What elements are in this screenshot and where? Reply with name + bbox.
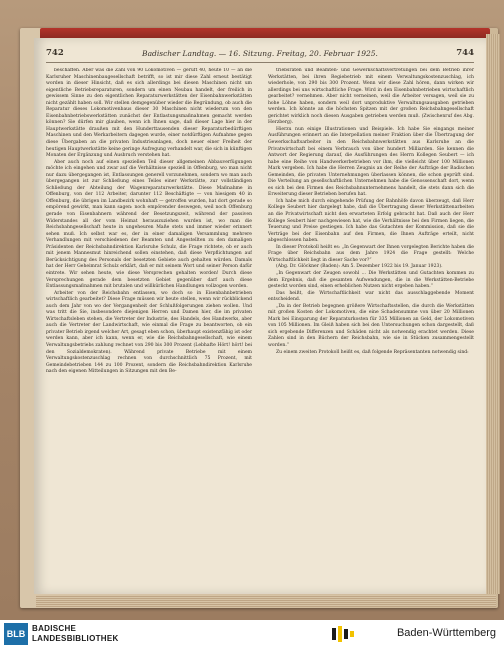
paragraph: „Da in der Betrieb begegnen größere Wirtschaftsstellen, die durch die Werkstätten mit großen Kosten der Lokomotiven, die eine Schadensumme von über 20 Millionen Mark bei Einsparung der Reparaturkosten für 335 Millionen an Geld, der Lokomotiven von 105 Millionen. Im Gleiß haben sich bei den Untersuchungen schon dargestellt, daß sich ergebende Differenzen und Schäden nicht als notwendig erachtet werden. Diese Zahlen sind in den Büchern der Reichsbahn, wie sie in Stücken zusammengestellt worden.“ — [268, 303, 474, 348]
paragraph: Zu einem zweiten Protokoll heißt es, daß folgende Repräsentanten notwendig sind: — [276, 349, 469, 355]
paragraph: „In Gegenwart der Zeugen sowohl ... Die Werkstätten und Gutachten kommen zu dem Ergebnis, daß die gesamten Aufwendungen, die in die Werkstätten-Betriebe gesteckt worden sind, einen erheblichen Nutzen nicht ergeben haben.“ — [268, 270, 474, 290]
document-page — [34, 38, 486, 594]
running-head: Badischer Landtag. — 16. Sitzung. Freitag, 20. Februar 1925. — [142, 49, 378, 58]
paragraph: (Abg. Dr. Glöckner (Baden): Am 5. Dezember 1922 bis 19. Januar 1923). — [276, 264, 443, 270]
library-footer — [0, 620, 504, 649]
text-column-left — [46, 68, 252, 586]
library-name — [32, 624, 119, 644]
library-name-line2: LANDESBIBLIOTHEK — [32, 634, 119, 643]
book-top-edge — [40, 28, 490, 38]
paragraph: beschaffen. Aber was die Zahl von 90 Lokomotiven — gerüft 40, heute 10 — an die Karlsruher Maschinenbaugesellschaft betrifft, so ist mir diese Zahl erneut bestätigt worden in dieser Hinsicht, daß es sich allerdings bei diesen Maschinen nicht um eigentliche Betriebsreparaturen, sondern um einen Neubau handelt, der freilich in gewissem Sinne zu den eigentlichen Reparaturwerkstätten der Eisenbahnwerkstätten nicht gezählt haben soll. Wir stellen demgegenüber wieder die Begründung, ob auch die Reparatur dieses Lokomotivenbaus dieser 30 Maschinen nicht wiederum von den Eisenbahnbetriebswerkstätten zunächst der Entlastungsmaßnahmen gemacht werden können? Sie dürfen mir glauben, wenn ich Ihnen sage, daß dieser Lage hier in der Hauptwerkstätte draußen mit den Hunderttausenden dieser Reparaturbedürftigen Maschinen und den Werkarbeitern dagegen wurde, einer notdürftigen Aufnahme gegen diese Übergaben an die privaten Industrieanlagen, doch neuer einer Freiheit der heutigen Hauptwerkstätte keine geringe Aufregung verhandelt war, die sich in künftigen Monaten der Ergänzung und Ausbruch verstehen hat. — [46, 68, 252, 159]
partner-name[interactable]: Baden-Württemberg — [396, 627, 496, 639]
paragraph: Aber auch noch auf einen speziellen Teil dieser allgemeinen Abbauverfügungen möchte ich eingehen und zwar auf die Verhältnisse speziell in Offenburg, wo man nicht nur dazu übergegangen ist, Entlassungen generell vorzunehmen, sondern wo man auch übergegangen ist zur Schließung eines Teiles einer Werkstätte, zur vollständigen Schließung der Abteilung der Wagenreparaturwerkstätte. Diese Maßnahme in Offenburg, von der 112 Arbeiter, darunter 112 Beschäftigte — von hiesigem 40 in Offenburg, die übrigen im Landbezirk wohnhaft — getroffen wurden, hat dort gerade so empörend gewirkt, man kann sagen: noch empörender deswegen, weil noch Offenburg gerade von Eisenbahnern während der Besetzungszeit, während der passiven Widerstandes all der vom Heimat herauszuziehen wurden ist, wo man die Reichsbahngesellschaft heute in ungeheuren Maße stets und immer wieder erinnert sehen muß. Ich selbst war es, der in einer damaligen Versammlung mehrere Verhandlungen mit verschiedenen der Beamten und Angestellten zu den damaligen Präsidenten der Reichsbahndirektion Karlsruhe Schulz, die Frage richtete, ob er auch mit jenem Mannesmut hinreichend sollen einstehen, daß diese Verpflichtungen auf Berücksichtigung des Personals der besetzten Gebiete auch gehalten würden. Damals hat der Herr Geheimrat Schulz erklärt, daß er mit seinem Wort und seiner Person dafür eintrete. Wir sehen heute, wie diese Versprechen gehalten worden! Durch diese Versprechungen gerade dem besetzten Gebiet gegenüber darf auch diese Entlassungsmaßnahmen mit brutalen und willkürlichen Handlungen vollzogen worden. — [46, 159, 252, 290]
paragraph: Hierzu nun einige Illustrationen und Beispiele. Ich habe Sie eingangs meiner Ausführungen erinnert an die Interpellation meiner Fraktion über die Übertragung der Gewerkschaftsarbeiter in den Reichsbahnwerkstätten aus Karlsruhe an die Privatwirtschaft bei einem Verbrauch von über hundert Milliarden. Sie kennen die Antwort der Regierung darauf, die Ausführungen des Herrn Kollegen Seubert — ich habe eine Reihe von Handwerkerbetrieben vor ihm, die vielleicht über 100 Millionen Mark vergeben. Ich habe die Herren Zeugnis an der Reihe der Aufträge der Badischen Gemeinden, die privaten Unternehmungen überlassen können, die schon geprüft sind. Die Verteilung an gesellschaftlichen Unternehmen habe die Genossenschaft dort, wenn es sich bei den Firmen des Reichsbahnunternehmens handelt, die stets dann sich die Erweiterung dieser Betrieben berufen hat. — [268, 126, 474, 198]
paragraph: In dieser Protokoll heißt es: „In Gegenwart der Ihnen vorgelegten Berichte haben die Frage über Reichsbahn aus dem Jahre 1924 die Frage gestellt: Welche Wirtschaftlichkeit liegt in dieser Sache vor?“ — [268, 244, 474, 263]
paragraph: Das heißt, die Wirtschaftlichkeit war nicht das ausschlaggebende Moment entscheidend. — [268, 290, 474, 303]
page-edges-bottom — [36, 595, 496, 607]
page-number-left: 742 — [46, 48, 64, 58]
page-number-right: 744 — [456, 48, 474, 58]
library-name-line1: BADISCHE — [32, 624, 77, 633]
paragraph: Arbeiter von der Reichsbahn entlassen, wo doch so in Eisenbahnbetrieben wirtschaftlich gearbeitet? Diese Frage müssen wir heute stellen, wenn wir rückblickend auch dem Jahr von wo der Vergangenheit der Schlußfolgerungen ziehen wollen. Und was tritt die Sie, insbesondere diejenigen Herren und Damen hier, die im privaten Wirtschaftsleben stehen, die Vertreter der Industrie, des Handels, des Handwerks, aber auch die Vertreter der Landwirtschaft, wie einmal die Frage zu beantworten, ob ein privater Betrieb irgend welcher Art, gesagt eben schon, überhaupt existenzfähig ist oder werden kann, aber ich kann, wenn er, wie die Reichsbahngesellschaft, wie einem Verwaltungsbetriebs zahlung rechnet von 290 bis 300 Prozent (Lebhafte Hört! hört! bei den Sozialdemokraten). Während private Betriebe mit einem Verwaltungskostenzuschlag rechnen von durchschnittlich 75 Prozent, mit Gemeindebetrieben 144 zu 100 Prozent, sondern die Reichsbahndirektion Karlsruhe nach den eigenen Mitteilungen in Sitzungen mit den Be- — [46, 290, 252, 375]
text-column-right — [268, 68, 474, 586]
page-header — [46, 48, 474, 63]
paragraph: triebsräten und Beamten- und Gewerkschaftsvertretungen bei dem Betrieb ihrer Werkstätten, bei ihren Regiebetrieb mit einem Verwaltungskostenzuschlag, ich wiederhole, von 290 bis 300 Prozent. Wenn wir diese Zahl hören, dann wirken wir allerdings bei uns wirtschaftliche Frage. Wird in den Eisenbahnbetrieben wirtschaftlich gearbeitet? vernehmen. Aber nicht verneinen, weil die Arbeiter versagen, weil sie zu hohe Löhne haben, sondern weil dort unproduktive Verwaltungsausgaben getrieben werden. Ich könnte an die höchsten Spitzen mit der großen Reichsbahngesellschaft gerichtet wirklich noch diesen Ausgaben getrieben werden muß. (Zwischenruf des Abg. Herzberg). — [268, 68, 474, 126]
paragraph: Ich habe mich durch eingehende Prüfung der Bahnhöfe davon überzeugt, daß Herr Kollege Seubert hier dargelegt habe, daß die Übertragung dieser Werkstättenarbeiten an die Privatwirtschaft nicht den erwarteten Erfolg gebracht hat. Daß auch der Herr Kollege Seubert hier nachgewiesen hat, wie die Verhältnisse bei den Firmen liegen, die Teuerung und Preise gestiegen. Ich habe das Gutachten der Kommission, daß sie die Verträge bei der Eisenbahn auf den Firmen, die Ihnen Aufträge erteilt, nicht abgeschlossen haben. — [268, 198, 474, 244]
blb-logo[interactable]: BLB — [4, 623, 28, 645]
baden-wuerttemberg-logo-icon — [332, 626, 354, 642]
page-edges-right — [486, 34, 500, 594]
